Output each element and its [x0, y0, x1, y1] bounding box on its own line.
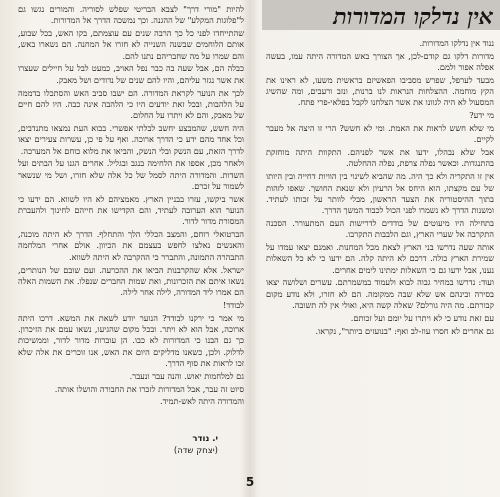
article-paragraph: מי ידע? [469, 110, 494, 121]
article-paragraph: מי אמר כי ירקנו לבודד? הנוער יודע לשאת את המשא. דרכו היתה ארוכה, אבל הוא לא ויתר. ובכל מקום שהגיעו, נשאו עמם את הזיכרון. כך גם הבנו כי המדורות לא כבו. הן עוברות מדור לדור, וממשיכות לדלוק. ולכן, כשאנו מדליקים היום את האש, אנו זוכרים את אלה שלא זכו לראות את סוף הדרך. [18, 312, 244, 368]
article-paragraph: עם זאת נודע כי לא ויתרו על יומם ועל זכותם. [350, 312, 494, 323]
author-signature [18, 433, 218, 459]
article-paragraph: אין זו התקריה ולא כך היה. מה שהביא לשינוי בין הוויות דחייה ובין היותו של עם מקצתו, הוא היחס אל הרעיון ולא שנאת החושך. שאפו לזהות בתוך ההיסטוריה את הצעד הראשון, מבלי לוותר על זכותו לעתיד. ומשנות הדרך לא נשמרו לפני הכול לכבוד המשך הדרך. [266, 171, 494, 216]
article-paragraph: מדורות דלקו גם קודם-לכן, אך הצורך באש המדורה היתה עמו, בעשה אפלה אפור ולמם. [266, 50, 494, 73]
article-paragraph: ולאחר מכן, אספו את הלחימה בנגב ובגליל. אחרים הגנו על הבתים ועל השדות. והמדורה היתה לסמל של כל אלה שלא חזרו, ושל מי שנשאר לשמור על זכרם. [18, 158, 244, 191]
article-paragraph: גם אחרים לא חסרו עוז-לב ואף: "בנועזים ביותר", נקראו. [315, 325, 494, 336]
article-column-left [18, 4, 244, 429]
article-paragraph: אותה שעה נדרשו בני הארץ לצאת מכל המחנות. ואמנם יצאו עמדו על שמירת הארץ כולה. דרכם לא היתה קלה. הם ידעו כי לא כל השאלות נענו, אבל ידעו גם כי השאלות ימתינו לימים אחרים. [266, 242, 494, 275]
article-paragraph: מי שלא חשש לראות את האמת. ומי לא חשש? הרי זו היצה אל מעבר לקיים. [266, 123, 494, 145]
article-paragraph: סיוט זה עבר, אבל המדורות לזכרו את החבורה והושלו אותה. [54, 383, 244, 394]
article-column-right [266, 38, 494, 458]
article-paragraph: מבעד לערפל, שפרש מסביבו הפאשיזם בראשית משעו, לא ראינו את הקץ מוחמה. ההצלחות הנראות לנו ברנות, ונזב ורעבים, ומה שהשיג המסעול לא היה לגוונו את אשר הצלחנו לקבל בפלאי-פרי פתח. [266, 74, 494, 108]
article-paragraph: ננוד אין נדלקו המדורות. [419, 38, 494, 48]
signature-name: (יצחק שדה) [173, 446, 218, 456]
article-paragraph: היה חשש, שהמבצע יחשב לבלתי אפשרי. בבוא העת נמצאו מתנדבים, וכל אחד מהם ידע כי הדרך ארוכה. ואף על פי כן, עשרות צעירים יצאו לדרך הזאת, עם הנשק ובלי הנשק, והביאו את מלוא כוחם אל המערכה. [18, 122, 244, 156]
article-paragraph: והמדורה היתה לאש-תמיד. [159, 396, 244, 407]
article-paragraph: ועוד: נדרשו במחיר גבוה לבוא ולעמוד במשמרתם. עשרים ושלושה יצאו בסירה ובינהם אש שלא שבה ממקומה. הם לא חזרו, ולא נודע מקום קבורתם. מה היה גורלם? שאלה קשה היא, ואולי אין לה תשובה. [266, 277, 494, 311]
article-paragraph: לבודד! [222, 299, 244, 310]
article-paragraph: בתחילה היו מיעוטים של בודדים לדרישות העם המתעורר. הסכנה התקרבה אל שערי הארץ, וגם הלבבות התקרבו. [266, 217, 494, 240]
article-paragraph: שהתייחדו לפני כל כך הרבה שנים עם עוצמתם, בקו האש, בכל שבוע, אותם הלוחמים שבשנה השנייה לא חזרו אל המחנה. הם נשארו באש, והם שמרו על מה שחבריהם נתנו להם. [18, 28, 244, 61]
article-paragraph: גם למלחמות יאוש. והנה עבר ונעבר. [129, 370, 244, 381]
article-paragraph: ישראל. אלא שהקרבנות הביאו את ההכרעה. ועם שובם של הנותרים, נשאו איתם את הזכרונות, ואת שמות החברים שנפלו. את השמות האלה הם אמרו ליד המדורה, לילה אחר לילה. [18, 264, 244, 298]
article-paragraph: כבלה הם, אבל שעה בה כבר נפל האויב, כמעט לבל על חיילים שעצרו את אשר נגזר עליהם, והיו להם שנים של נדודים ושל מאבק. [18, 63, 244, 85]
article-paragraph: לכך את הנוער לקראת המדורה. הם ישבו סביב האש והסתכלו בדממה על הלהבות, ובכל זאת יודעים היו כי הלהבה אינה כבה. היו להם חיים של מאבק, והם לא ויתרו על החלום. [18, 87, 244, 121]
article-paragraph: להיות "מורי דרך" לצבא הבריטי שפלש לסוריה. והמורים נגשו גם ל"פלוגות המקלע" של ההגנה. וכך נמשכה הדרך אל המדורות. [18, 4, 244, 26]
article-paragraph: אבל שלא נבהלו, ידעו את אשר לפניהם. התקוות היתה מוחזקת בהתנגדות. וכאשר נפלה צרפת, נפלה ההחלטה. [266, 147, 494, 169]
article-paragraph: הברטואלי רוחם, והמצב הכללי הלך והתחלף. הדרך לא היתה מוכנה, והאנשים נאלצו לחפש בעצמם את הכיוון. אולם אחרי המלחמה התבהרה התמונה, והתברר כי ההקרבה לא היתה לשווא. [18, 229, 244, 262]
signature-initials: י. נודר [192, 434, 218, 444]
article-paragraph: אשר ביקשו, עזרו בבניין הארץ. מאמציהם לא היו לשווא. הם ידעו כי הנוער הוא הערובה לעתיד, והם הקדישו את חייהם לחינוך ולהעברת המסורת מדור לדור. [18, 193, 244, 227]
page-number: 5 [245, 475, 255, 489]
page-title: אין נדלקו המדורות [333, 4, 493, 30]
